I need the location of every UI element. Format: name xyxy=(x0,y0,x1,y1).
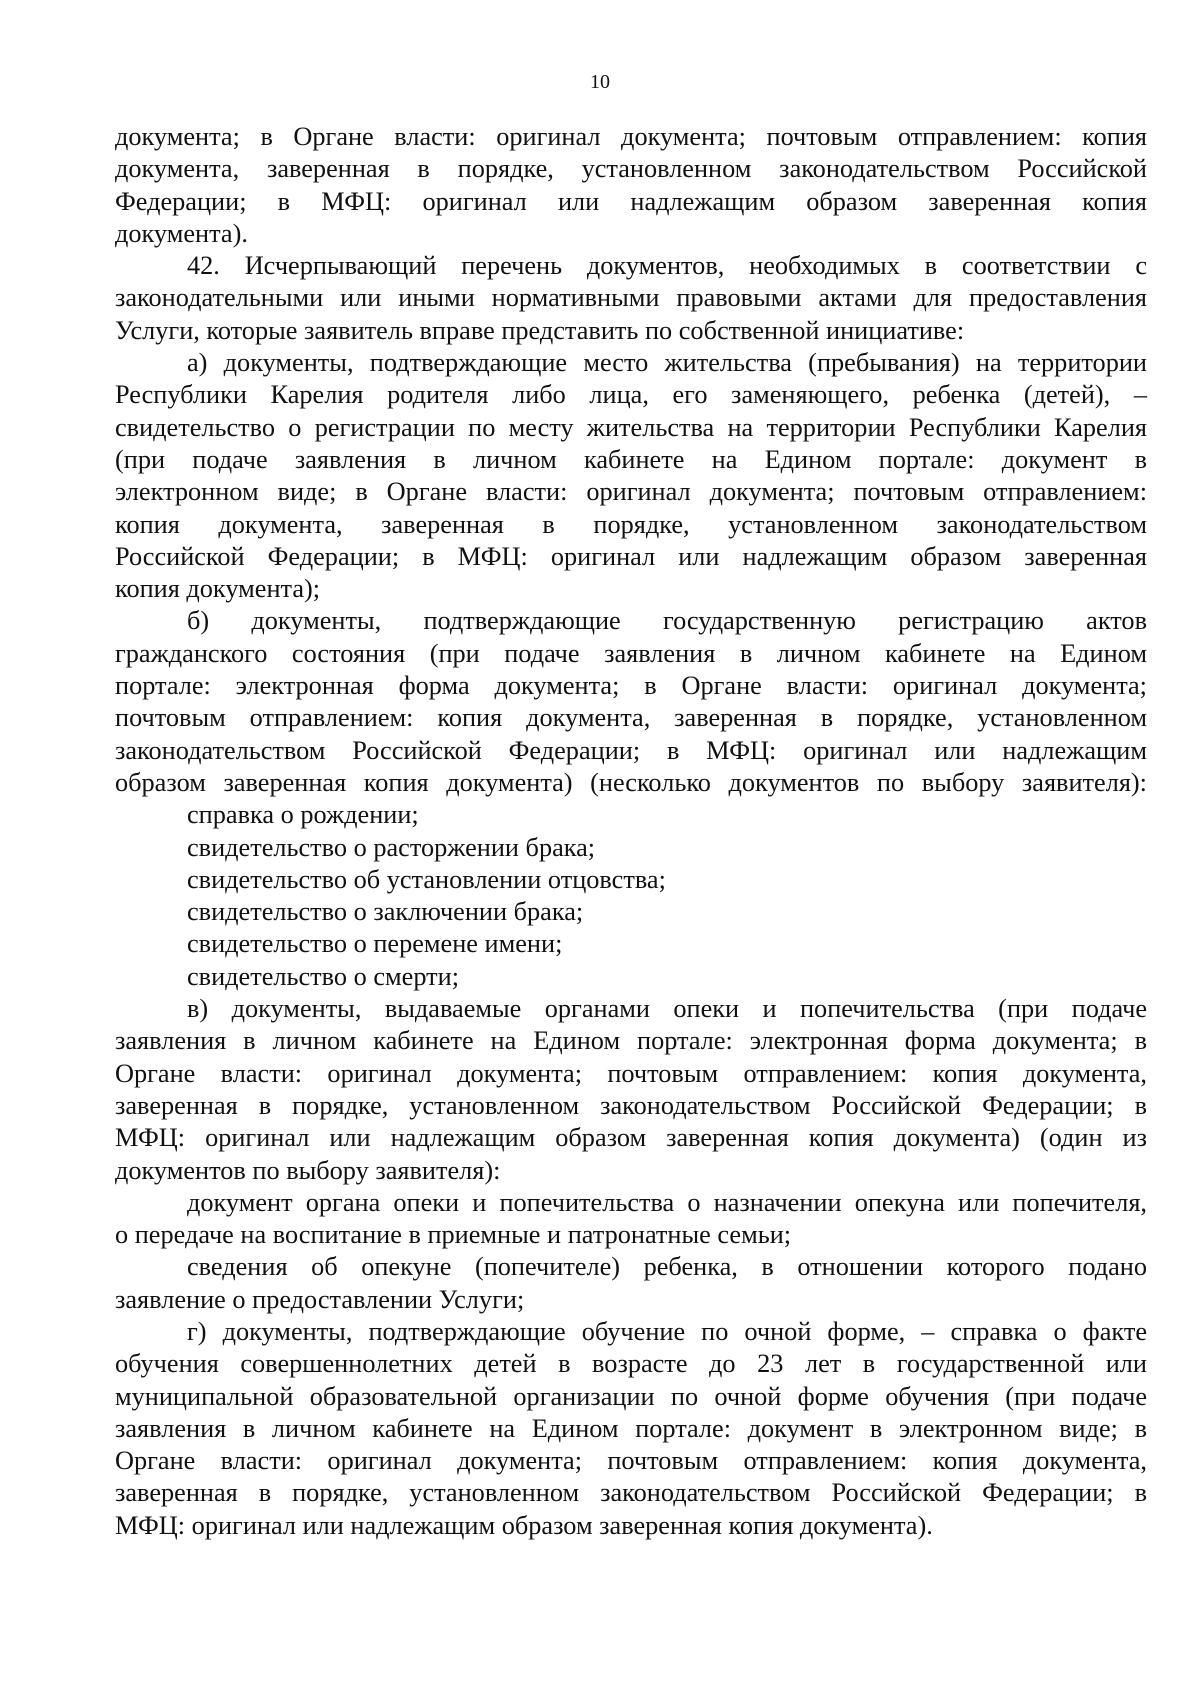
text-line: сведения об опекуне (попечителе) ребенка, в отношении которого подано xyxy=(187,1252,1147,1282)
text-line: заверенная в порядке, установленном законодательством Российской Федерации; в xyxy=(115,1478,1147,1508)
text-line: справка о рождении; xyxy=(187,800,419,830)
text-line: документа; в Органе власти: оригинал документа; почтовым отправлением: копия xyxy=(115,122,1147,151)
text-line: обучения совершеннолетних детей в возрасте до 23 лет в государственной или xyxy=(115,1349,1147,1379)
text-line: документа). xyxy=(115,218,248,248)
document-body xyxy=(115,121,1147,1542)
text-line: свидетельство о регистрации по месту жительства на территории Республики Карелия xyxy=(115,412,1147,442)
text-line: Органе власти: оригинал документа; почтовым отправлением: копия документа, xyxy=(115,1058,1147,1088)
text-line: документа, заверенная в порядке, установленном законодательством Российской xyxy=(115,154,1147,184)
text-line: Республики Карелия родителя либо лица, его заменяющего, ребенка (детей), – xyxy=(115,380,1147,410)
text-line: заявление о предоставлении Услуги; xyxy=(115,1284,525,1314)
text-line: свидетельство о расторжении брака; xyxy=(187,832,596,862)
text-line: электронном виде; в Органе власти: оригинал документа; почтовым отправлением: xyxy=(115,477,1147,507)
text-line: в) документы, выдаваемые органами опеки и попечительства (при подаче xyxy=(187,994,1147,1024)
text-line: законодательством Российской Федерации; в МФЦ: оригинал или надлежащим xyxy=(115,735,1147,765)
text-line: документов по выбору заявителя): xyxy=(115,1155,501,1185)
text-line: заверенная в порядке, установленном законодательством Российской Федерации; в xyxy=(115,1090,1147,1120)
text-line: заявления в личном кабинете на Едином портале: электронная форма документа; в xyxy=(115,1026,1147,1056)
text-line: свидетельство о смерти; xyxy=(187,961,459,991)
text-line: свидетельство о заключении брака; xyxy=(187,897,584,927)
text-line: МФЦ: оригинал или надлежащим образом заверенная копия документа) (один из xyxy=(115,1123,1147,1153)
text-line: МФЦ: оригинал или надлежащим образом заверенная копия документа). xyxy=(115,1510,933,1540)
text-line: копия документа); xyxy=(115,574,321,604)
text-line: свидетельство об установлении отцовства; xyxy=(187,864,666,894)
text-line: а) документы, подтверждающие место жительства (пребывания) на территории xyxy=(187,348,1147,378)
text-line: портале: электронная форма документа; в Органе власти: оригинал документа; xyxy=(115,671,1147,701)
text-line: (при подаче заявления в личном кабинете на Едином портале: документ в xyxy=(115,444,1147,474)
text-line: документ органа опеки и попечительства о назначении опекуна или попечителя, xyxy=(187,1187,1147,1217)
text-line: законодательными или иными нормативными правовыми актами для предоставления xyxy=(115,283,1147,313)
text-line: копия документа, заверенная в порядке, установленном законодательством xyxy=(115,509,1147,539)
text-line: 42. Исчерпывающий перечень документов, необходимых в соответствии с xyxy=(187,251,1147,281)
text-line: почтовым отправлением: копия документа, заверенная в порядке, установленном xyxy=(115,703,1147,733)
text-line: муниципальной образовательной организации по очной форме обучения (при подаче xyxy=(115,1381,1147,1411)
text-line: г) документы, подтверждающие обучение по очной форме, – справка о факте xyxy=(187,1316,1147,1346)
text-line: б) документы, подтверждающие государственную регистрацию актов xyxy=(187,606,1147,636)
page-number: 10 xyxy=(590,71,610,93)
text-line: Федерации; в МФЦ: оригинал или надлежащим образом заверенная копия xyxy=(115,186,1147,216)
text-line: Российской Федерации; в МФЦ: оригинал или надлежащим образом заверенная xyxy=(115,541,1147,571)
text-line: Органе власти: оригинал документа; почтовым отправлением: копия документа, xyxy=(115,1446,1147,1476)
text-line: заявления в личном кабинете на Едином портале: документ в электронном виде; в xyxy=(115,1413,1147,1443)
text-line: Услуги, которые заявитель вправе представить по собственной инициативе: xyxy=(115,315,965,345)
text-line: образом заверенная копия документа) (несколько документов по выбору заявителя): xyxy=(115,767,1147,797)
text-line: о передаче на воспитание в приемные и патронатные семьи; xyxy=(115,1220,792,1250)
text-line: свидетельство о перемене имени; xyxy=(187,929,563,959)
text-line: гражданского состояния (при подаче заявления в личном кабинете на Едином xyxy=(115,638,1147,668)
